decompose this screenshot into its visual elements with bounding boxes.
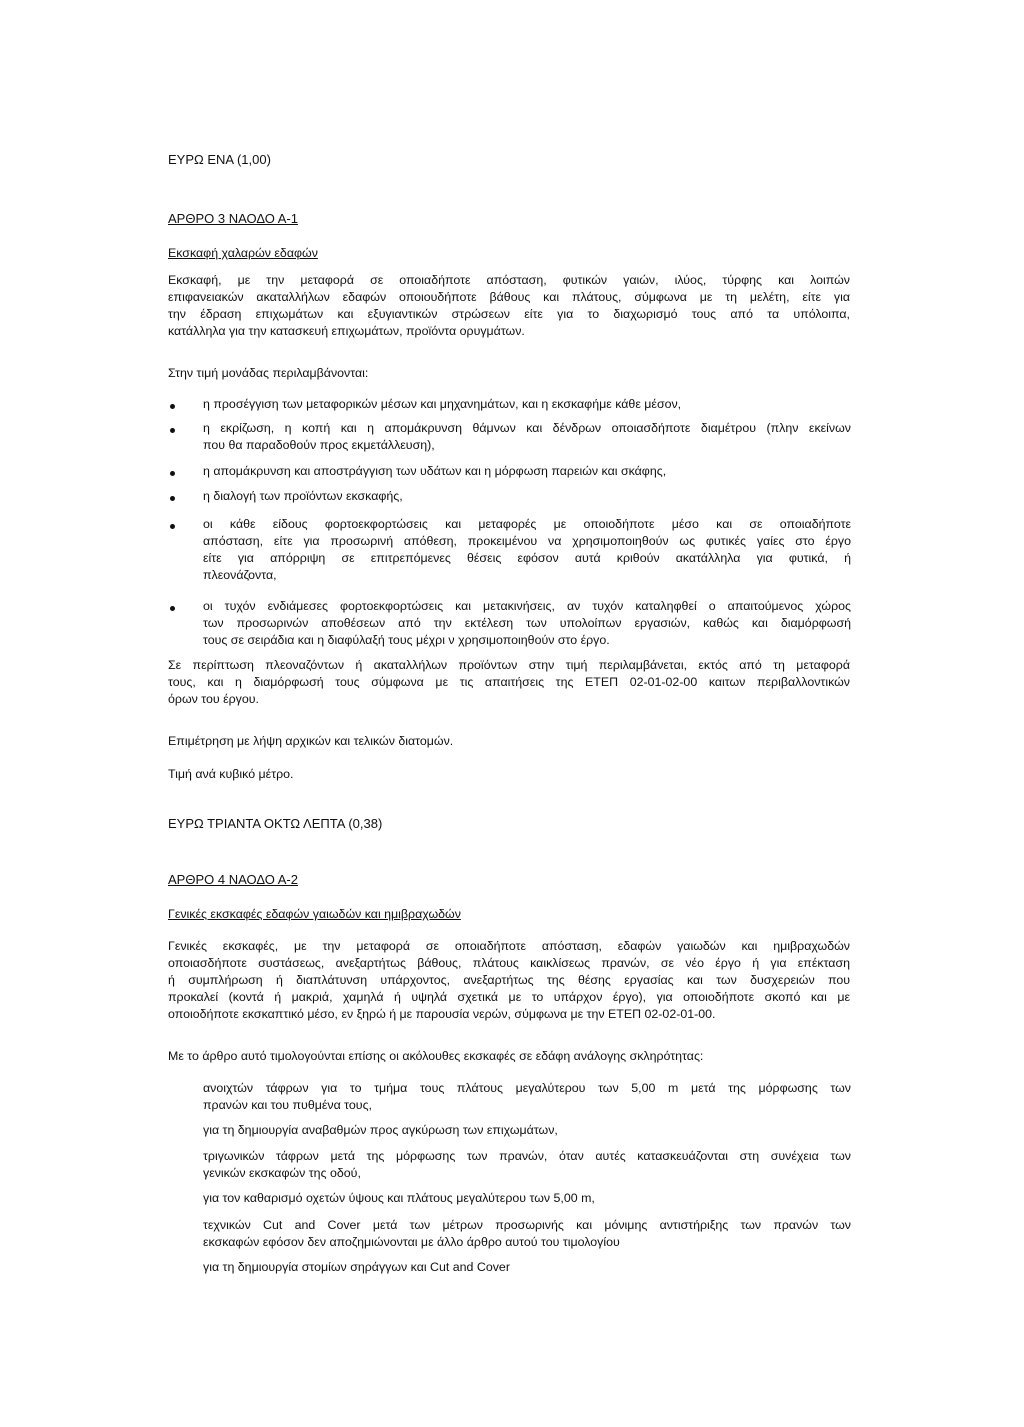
bullet-icon [170, 404, 175, 409]
article-4-desc-line: οποιοδήποτε εκσκαπτικό μέσο, εν ξηρώ ή με παρουσία νερών, σύμφωνα με την ΕΤΕΠ 02-02-01-00. [168, 1007, 716, 1021]
list-item-line: για τη δημιουργία αναβαθμών προς αγκύρωση των επιχωμάτων, [203, 1123, 558, 1137]
list-item-line: γενικών εκσκαφών της οδού, [203, 1166, 361, 1180]
bullet-item-line: των προσωρινών αποθέσεων από την εκτέλεση των υπολοίπων εργασιών, καθώς και διαμόρφωσή [203, 616, 851, 630]
bullet-item-line: η εκρίζωση, η κοπή και η απομάκρυνση θάμνων και δένδρων οποιασδήποτε διαμέτρου (πλην εκείνων [203, 421, 851, 435]
bullet-item-line: τους σε σειράδια και η διαφύλαξή τους μέχρι ν χρησιμοποιηθούν στο έργο. [203, 633, 610, 647]
article-4-subtitle: Γενικές εκσκαφές εδαφών γαιωδών και ημιβραχωδών [168, 907, 461, 921]
bullet-icon [170, 471, 175, 476]
surplus-line: τους, και η διαμόρφωσή τους σύμφωνα με τις απαιτήσεις της ΕΤΕΠ 02-01-02-00 καιτων περιβαλλοντικών [168, 675, 850, 689]
bullet-item-line: είτε για απόρριψη σε επιτρεπόμενες θέσεις εφόσον αυτά κριθούν ακατάλληλα για φυτικά, ή [203, 551, 851, 565]
list-item-line: πρανών και του πυθμένα τους, [203, 1098, 372, 1112]
bullet-icon [170, 606, 175, 611]
list-item-line: για τον καθαρισμό οχετών ύψους και πλάτους μεγαλύτερου των 5,00 m, [203, 1191, 595, 1205]
bullet-item-line: η προσέγγιση των μεταφορικών μέσων και μηχανημάτων, και η εκσκαφήμε κάθε μέσον, [203, 397, 682, 411]
article-4-desc-line: Γενικές εκσκαφές, με την μεταφορά σε οποιαδήποτε απόσταση, εδαφών γαιωδών και ημιβραχωδών [168, 939, 850, 953]
bullet-icon [170, 496, 175, 501]
bullet-item-line: οι κάθε είδους φορτοεκφορτώσεις και μεταφορές με οποιοδήποτε μέσο και σε οποιαδήποτε [203, 517, 851, 531]
article-3-desc-line: κατάλληλα για την κατασκευή επιχωμάτων, προϊόντα ορυγμάτων. [168, 324, 525, 338]
article-3-desc-line: επιφανειακών ακαταλλήλων εδαφών οποιουδήποτε βάθους και πλάτους, σύμφωνα με τη μελέτη, είτε για [168, 290, 850, 304]
list-item-line: τριγωνικών τάφρων μετά της μόρφωσης των πρανών, όταν αυτές κατασκευάζονται στη συνέχεια των [203, 1149, 851, 1163]
list-item-line: τεχνικών Cut and Cover μετά των μέτρων προσωρινής και μόνιμης αντιστήριξης των πρανών των [203, 1218, 851, 1232]
bullet-item-line: που θα παραδοθούν προς εκμετάλλευση), [203, 438, 435, 452]
article-3-subtitle: Εκσκαφή χαλαρών εδαφών [168, 246, 318, 260]
price-text-intro: ΕΥΡΩ ΕΝΑ (1,00) [168, 152, 271, 167]
article-3-desc-line: Εκσκαφή, με την μεταφορά σε οποιαδήποτε απόσταση, φυτικών γαιών, ιλύος, τύρφης και λοιπών [168, 273, 850, 287]
price-words: ΕΥΡΩ ΤΡΙΑΝΤΑ ΟΚΤΩ ΛΕΠΤΑ (0,38) [168, 816, 383, 831]
bullet-item-line: οι τυχόν ενδιάμεσες φορτοεκφορτώσεις και μετακινήσεις, αν τυχόν καταληφθεί ο απαιτούμενος χώρος [203, 599, 851, 613]
list-item-line: εκσκαφών εφόσον δεν αποζημιώνονται με άλλο άρθρο αυτού του τιμολογίου [203, 1235, 620, 1249]
bullet-icon [170, 524, 175, 529]
bullet-item-line: η απομάκρυνση και αποστράγγιση των υδάτων και η μόρφωση παρειών και σκάφης, [203, 464, 667, 478]
measurement-text: Επιμέτρηση με λήψη αρχικών και τελικών διατομών. [168, 734, 454, 748]
also-priced-intro: Με το άρθρο αυτό τιμολογούνται επίσης οι ακόλουθες εκσκαφές σε εδάφη ανάλογης σκληρότητας: [168, 1049, 704, 1063]
list-item-line: ανοιχτών τάφρων για το τμήμα τους πλάτους μεγαλύτερου των 5,00 m μετά της μόρφωσης των [203, 1081, 851, 1095]
bullet-item-line: πλεονάζοντα, [203, 568, 277, 582]
article-3-desc-line: την έδραση επιχωμάτων και εξυγιαντικών στρώσεων είτε για το διαχωρισμό τους από τα υπόλοιπα, [168, 307, 850, 321]
unit-price-text: Τιμή ανά κυβικό μέτρο. [168, 767, 294, 781]
article-3-title: ΑΡΘΡΟ 3 ΝΑΟΔΟ Α-1 [168, 211, 298, 226]
article-4-title: ΑΡΘΡΟ 4 ΝΑΟΔΟ Α-2 [168, 872, 298, 887]
article-4-desc-line: προκαλεί (κοντά ή μακριά, χαμηλά ή υψηλά σχετικά με το υπάρχον έργο), για οποιοδήποτε σκοπό και με [168, 990, 850, 1004]
surplus-line: Σε περίπτωση πλεοναζόντων ή ακαταλλήλων προϊόντων στην τιμή περιλαμβάνεται, εκτός από τη μεταφορά [168, 658, 850, 672]
bullet-item-line: απόσταση, είτε για προσωρινή απόθεση, προκειμένου να χρησιμοποιηθούν ως φυτικές γαίες στο έργο [203, 534, 851, 548]
list-item-line: για τη δημιουργία στομίων σηράγγων και Cut and Cover [203, 1260, 510, 1274]
article-4-desc-line: οποιασδήποτε συστάσεως, ανεξαρτήτως βάθους, πλάτους καικλίσεως πρανών, σε νέο έργο ή για επέκταση [168, 956, 850, 970]
bullet-icon [170, 428, 175, 433]
surplus-line: όρων του έργου. [168, 692, 259, 706]
article-4-desc-line: ή συμπλήρωση ή διαπλάτυνση υπάρχοντος, ανεξαρτήτως της θέσης εργασίας και των δυσχερειών που [168, 973, 850, 987]
bullet-item-line: η διαλογή των προϊόντων εκσκαφής, [203, 489, 403, 503]
includes-intro: Στην τιμή μονάδας περιλαμβάνονται: [168, 366, 369, 380]
